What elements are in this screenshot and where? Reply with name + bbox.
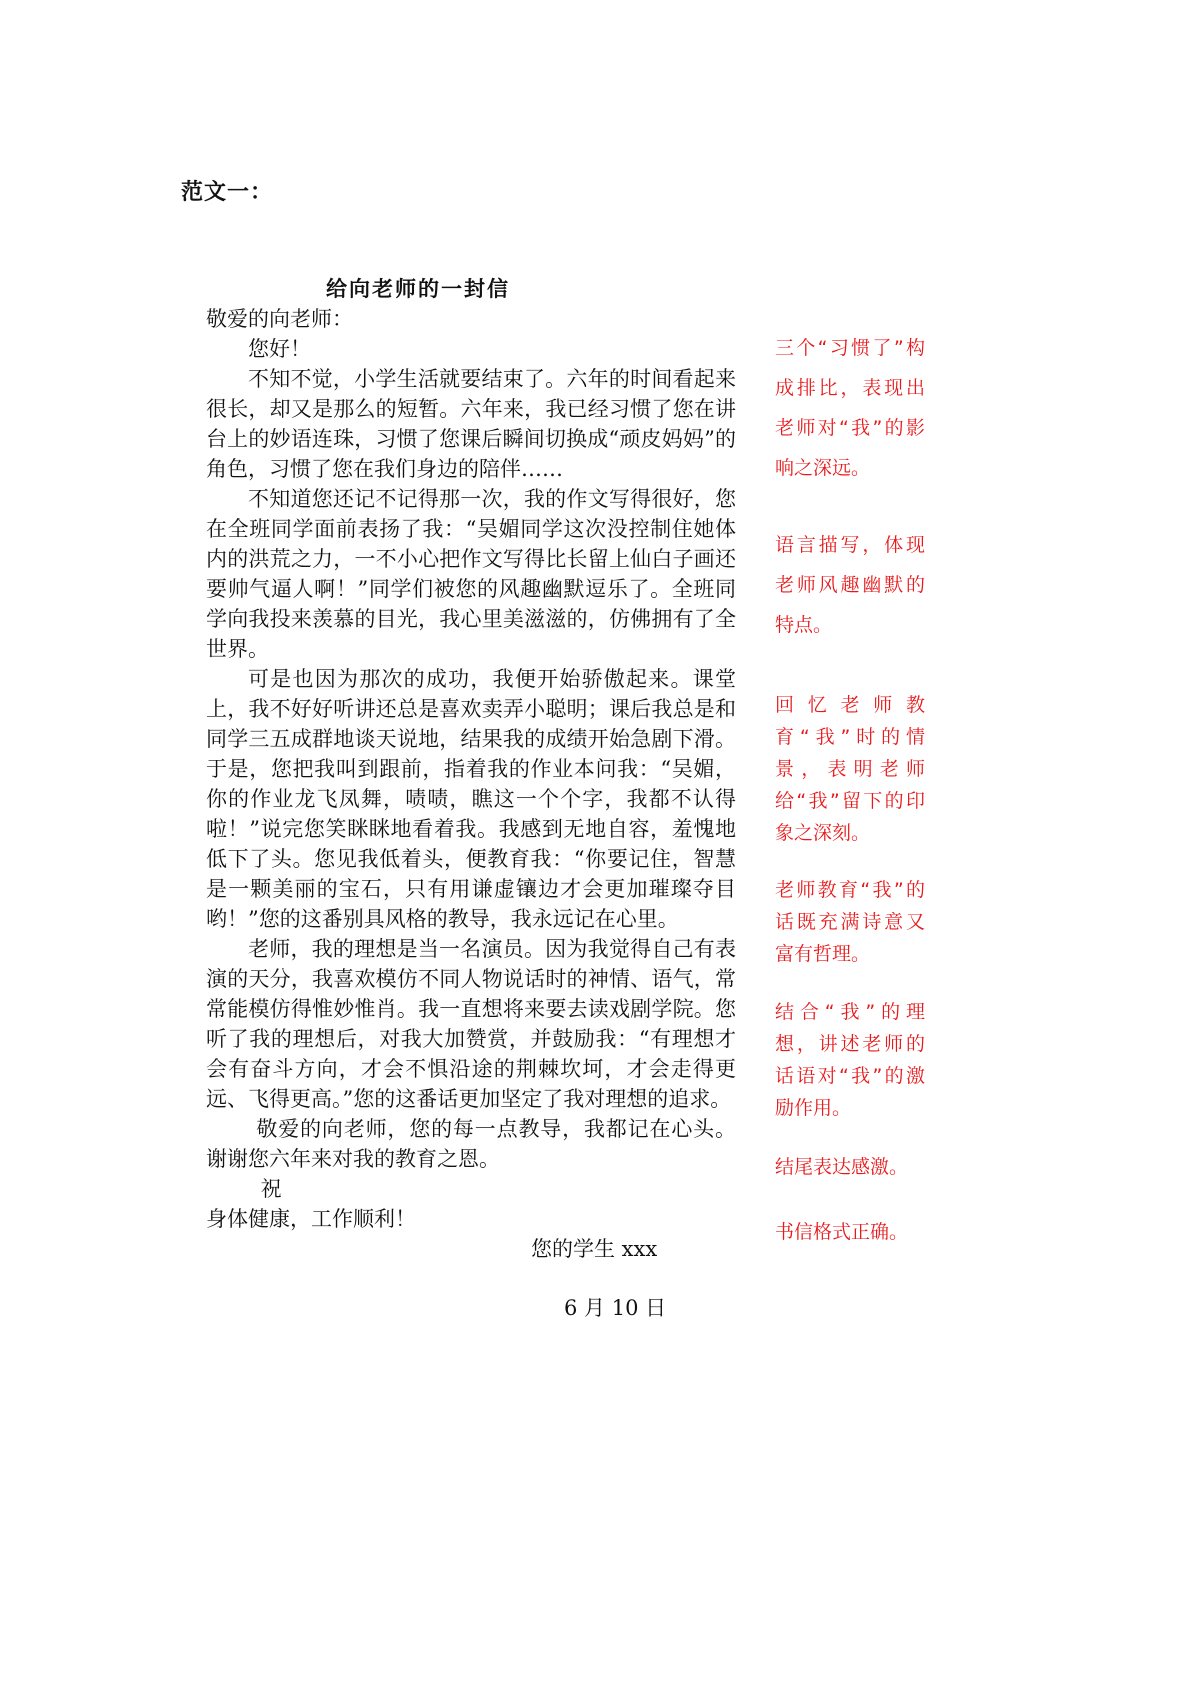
letter-closing-wish: 祝 xyxy=(260,1177,282,1201)
letter-greeting: 您好！ xyxy=(248,337,311,361)
letter-paragraph-5: 敬爱的向老师，您的每一点教导，我都记在心头。谢谢您六年来对我的教育之恩。 xyxy=(206,1117,736,1171)
letter-title: 给向老师的一封信 xyxy=(326,276,510,301)
letter-paragraph-1: 不知不觉，小学生活就要结束了。六年的时间看起来很长，却又是那么的短暂。六年来，我已经习惯了您在讲台上的妙语连珠，习惯了您课后瞬间切换成“顽皮妈妈”的角色，习惯了您在我们身边的陪伴…… xyxy=(206,367,736,481)
annotation-humor: 语言描写，体现老师风趣幽默的特点。 xyxy=(775,534,925,636)
annotation-memory: 回忆老师教育“我”时的情景，表明老师给“我”留下的印象之深刻。 xyxy=(775,694,925,844)
letter-paragraph-3: 可是也因为那次的成功，我便开始骄傲起来。课堂上，我不好好听讲还总是喜欢卖弄小聪明；课后我总是和同学三五成群地谈天说地，结果我的成绩开始急剧下滑。于是，您把我叫到跟前，指着我的作业本问我：“吴媚，你的作业龙飞凤舞，啧啧，瞧这一个个字，我都不认得啦！”说完您笑眯眯地看着我。我感到无地自容，羞愧地低下了头。您见我低着头，便教育我：“你要记住，智慧是一颗美丽的宝石，只有用谦虚镶边才会更加璀璨夺目哟！”您的这番别具风格的教导，我永远记在心里。 xyxy=(206,667,736,931)
annotation-format: 书信格式正确。 xyxy=(775,1221,909,1243)
annotation-philosophy: 老师教育“我”的话既充满诗意又富有哲理。 xyxy=(775,879,925,965)
letter-salutation: 敬爱的向老师： xyxy=(206,307,353,331)
letter-date: 6 月 10 日 xyxy=(564,1296,667,1320)
page-heading: 范文一： xyxy=(181,180,274,205)
letter-closing-blessing: 身体健康，工作顺利！ xyxy=(206,1207,416,1231)
letter-paragraph-4: 老师，我的理想是当一名演员。因为我觉得自己有表演的天分，我喜欢模仿不同人物说话时的神情、语气，常常能模仿得惟妙惟肖。我一直想将来要去读戏剧学院。您听了我的理想后，对我大加赞赏，并鼓励我：“有理想才会有奋斗方向，才会不惧沿途的荆棘坎坷，才会走得更远、飞得更高。”您的这番话更加坚定了我对理想的追求。 xyxy=(206,937,736,1111)
annotation-encouragement: 结合“我”的理想，讲述老师的话语对“我”的激励作用。 xyxy=(775,1001,925,1119)
annotation-gratitude: 结尾表达感激。 xyxy=(775,1156,909,1178)
letter-body xyxy=(206,274,736,1323)
annotation-parallelism: 三个“习惯了”构成排比，表现出老师对“我”的影响之深远。 xyxy=(775,337,925,479)
letter-signature: 您的学生 xxx xyxy=(531,1237,658,1261)
letter-paragraph-2: 不知道您还记不记得那一次，我的作文写得很好，您在全班同学面前表扬了我：“吴媚同学这次没控制住她体内的洪荒之力，一不小心把作文写得比长留上仙白子画还要帅气逼人啊！”同学们被您的风趣幽默逗乐了。全班同学向我投来羡慕的目光，我心里美滋滋的，仿佛拥有了全世界。 xyxy=(206,487,736,661)
